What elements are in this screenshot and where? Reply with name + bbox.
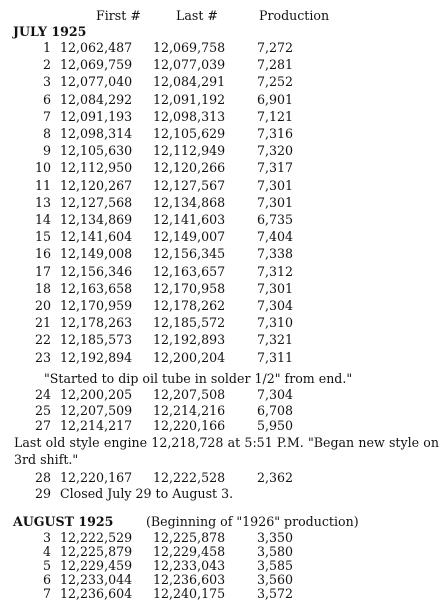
- first-cell: 12,233,044: [60, 572, 133, 587]
- august-title: AUGUST 1925: [13, 514, 114, 529]
- production-cell: 7,281: [257, 57, 294, 73]
- last-cell: 12,236,603: [153, 572, 226, 587]
- day-cell: 18: [34, 280, 51, 296]
- header-last: Last #: [176, 8, 218, 23]
- production-cell: 2,362: [257, 470, 294, 485]
- day-cell: 2: [42, 57, 51, 73]
- first-cell: 12,185,573: [60, 332, 133, 348]
- table-row: [0, 350, 443, 365]
- production-cell: 6,708: [257, 402, 294, 418]
- closed-note: Closed July 29 to August 3.: [60, 486, 234, 501]
- last-cell: 12,220,166: [153, 418, 226, 433]
- table-row: [0, 418, 443, 433]
- production-cell: 7,301: [257, 194, 294, 210]
- day-cell: 13: [34, 194, 51, 210]
- last-cell: 12,192,893: [153, 332, 226, 348]
- day-cell: 11: [34, 177, 51, 193]
- table-row: [0, 126, 443, 141]
- table-row: [0, 470, 443, 485]
- production-cell: 7,311: [257, 349, 294, 365]
- first-cell: 12,091,193: [60, 108, 133, 124]
- table-row: [0, 298, 443, 313]
- last-cell: 12,098,313: [153, 108, 226, 124]
- table-row: [0, 143, 443, 158]
- july-note-engine: [0, 434, 443, 468]
- day-cell: 4: [42, 544, 51, 559]
- production-cell: 6,735: [257, 212, 294, 227]
- header-first: First #: [96, 8, 141, 23]
- table-row: [0, 92, 443, 107]
- first-cell: 12,200,205: [60, 387, 133, 402]
- last-cell: 12,134,868: [153, 194, 226, 210]
- first-cell: 12,105,630: [60, 143, 133, 159]
- last-cell: 12,105,629: [153, 126, 226, 141]
- first-cell: 12,149,008: [60, 246, 133, 262]
- day-cell: 9: [42, 143, 51, 159]
- production-cell: 7,301: [257, 280, 294, 296]
- day-cell: 21: [34, 315, 51, 331]
- august-heading: [0, 514, 443, 529]
- first-cell: 12,084,292: [60, 91, 133, 107]
- day-cell: 5: [42, 558, 51, 573]
- production-cell: 3,580: [257, 544, 294, 559]
- last-cell: 12,200,204: [153, 349, 226, 365]
- table-row: [0, 281, 443, 296]
- last-cell: 12,091,192: [153, 91, 226, 107]
- table-row: [0, 40, 443, 55]
- last-cell: 12,225,878: [153, 530, 226, 545]
- day-cell: 7: [42, 108, 51, 124]
- day-cell: 8: [42, 126, 51, 141]
- first-cell: 12,163,658: [60, 280, 133, 296]
- day-cell: 28: [34, 470, 51, 485]
- first-cell: 12,207,509: [60, 402, 133, 418]
- production-cell: 7,304: [257, 387, 294, 402]
- table-row: [0, 195, 443, 210]
- first-cell: 12,069,759: [60, 57, 133, 73]
- first-cell: 12,225,879: [60, 544, 133, 559]
- production-cell: 7,321: [257, 332, 294, 348]
- table-row: [0, 558, 443, 573]
- day-cell: 29: [34, 486, 51, 501]
- table-row: [0, 530, 443, 545]
- first-cell: 12,098,314: [60, 126, 133, 141]
- table-row: [0, 246, 443, 261]
- table-row: [0, 229, 443, 244]
- last-cell: 12,214,216: [153, 402, 226, 418]
- last-cell: 12,077,039: [153, 57, 226, 73]
- july-title: JULY 1925: [13, 24, 87, 39]
- day-cell: 24: [34, 387, 51, 402]
- day-cell: 6: [42, 91, 51, 107]
- day-cell: 16: [34, 246, 51, 262]
- day-cell: 20: [34, 298, 51, 313]
- last-cell: 12,207,508: [153, 387, 226, 402]
- day-cell: 3: [42, 530, 51, 545]
- july-heading: [0, 24, 443, 39]
- production-cell: 7,252: [257, 74, 294, 90]
- last-cell: 12,240,175: [153, 586, 226, 601]
- last-cell: 12,141,603: [153, 212, 226, 227]
- last-cell: 12,149,007: [153, 229, 226, 245]
- production-cell: 6,901: [257, 91, 294, 107]
- day-cell: 3: [42, 74, 51, 90]
- table-row: [0, 315, 443, 330]
- production-cell: 3,585: [257, 558, 294, 573]
- first-cell: 12,222,529: [60, 530, 133, 545]
- day-cell: 25: [34, 402, 51, 418]
- first-cell: 12,062,487: [60, 40, 133, 55]
- day-cell: 23: [34, 349, 51, 365]
- note-paragraph: Last old style engine 12,218,728 at 5:51 P.M. "Began new style on 3rd shift.": [14, 435, 439, 467]
- first-cell: 12,214,217: [60, 418, 133, 433]
- day-cell: 22: [34, 332, 51, 348]
- first-cell: 12,220,167: [60, 470, 133, 485]
- day-cell: 14: [34, 212, 51, 227]
- first-cell: 12,229,459: [60, 558, 133, 573]
- first-cell: 12,156,346: [60, 263, 133, 279]
- last-cell: 12,222,528: [153, 470, 226, 485]
- production-cell: 7,404: [257, 229, 294, 245]
- table-row: [0, 332, 443, 347]
- table-row: [0, 403, 443, 418]
- first-cell: 12,120,267: [60, 177, 133, 193]
- column-header-row: [0, 8, 443, 23]
- last-cell: 12,156,345: [153, 246, 226, 262]
- last-cell: 12,163,657: [153, 263, 226, 279]
- production-cell: 7,272: [257, 40, 294, 55]
- table-row: [0, 160, 443, 175]
- first-cell: 12,112,950: [60, 160, 133, 176]
- production-cell: 7,316: [257, 126, 294, 141]
- last-cell: 12,185,572: [153, 315, 226, 331]
- day-cell: 10: [34, 160, 51, 176]
- day-cell: 27: [34, 418, 51, 433]
- first-cell: 12,192,894: [60, 349, 133, 365]
- last-cell: 12,084,291: [153, 74, 226, 90]
- table-row: [0, 109, 443, 124]
- last-cell: 12,127,567: [153, 177, 226, 193]
- day-cell: 15: [34, 229, 51, 245]
- note-text: "Started to dip oil tube in solder 1/2" from end.": [44, 371, 353, 386]
- day-cell: 17: [34, 263, 51, 279]
- last-cell: 12,229,458: [153, 544, 226, 559]
- july-note-solder: [0, 371, 443, 386]
- first-cell: 12,141,604: [60, 229, 133, 245]
- production-cell: 7,317: [257, 160, 294, 176]
- first-cell: 12,134,869: [60, 212, 133, 227]
- production-cell: 7,320: [257, 143, 294, 159]
- table-row: [0, 178, 443, 193]
- last-cell: 12,120,266: [153, 160, 226, 176]
- production-cell: 7,338: [257, 246, 294, 262]
- production-cell: 7,304: [257, 298, 294, 313]
- table-row: [0, 387, 443, 402]
- first-cell: 12,178,263: [60, 315, 133, 331]
- day-cell: 7: [42, 586, 51, 601]
- header-production: Production: [259, 8, 330, 23]
- production-cell: 7,301: [257, 177, 294, 193]
- table-row-closed: [0, 486, 443, 501]
- table-row: [0, 74, 443, 89]
- production-cell: 3,572: [257, 586, 294, 601]
- last-cell: 12,170,958: [153, 280, 226, 296]
- table-row: [0, 572, 443, 587]
- first-cell: 12,077,040: [60, 74, 133, 90]
- first-cell: 12,127,568: [60, 194, 133, 210]
- production-cell: 7,310: [257, 315, 294, 331]
- first-cell: 12,236,604: [60, 586, 133, 601]
- table-row: [0, 57, 443, 72]
- august-subtitle: (Beginning of "1926" production): [146, 514, 359, 529]
- last-cell: 12,233,043: [153, 558, 226, 573]
- first-cell: 12,170,959: [60, 298, 133, 313]
- production-cell: 7,121: [257, 108, 294, 124]
- last-cell: 12,178,262: [153, 298, 226, 313]
- last-cell: 12,069,758: [153, 40, 226, 55]
- table-row: [0, 264, 443, 279]
- production-cell: 5,950: [257, 418, 294, 433]
- table-row: [0, 544, 443, 559]
- production-cell: 7,312: [257, 263, 294, 279]
- production-cell: 3,350: [257, 530, 294, 545]
- day-cell: 6: [42, 572, 51, 587]
- day-cell: 1: [42, 40, 51, 55]
- last-cell: 12,112,949: [153, 143, 226, 159]
- production-cell: 3,560: [257, 572, 294, 587]
- table-row: [0, 212, 443, 227]
- table-row: [0, 586, 443, 601]
